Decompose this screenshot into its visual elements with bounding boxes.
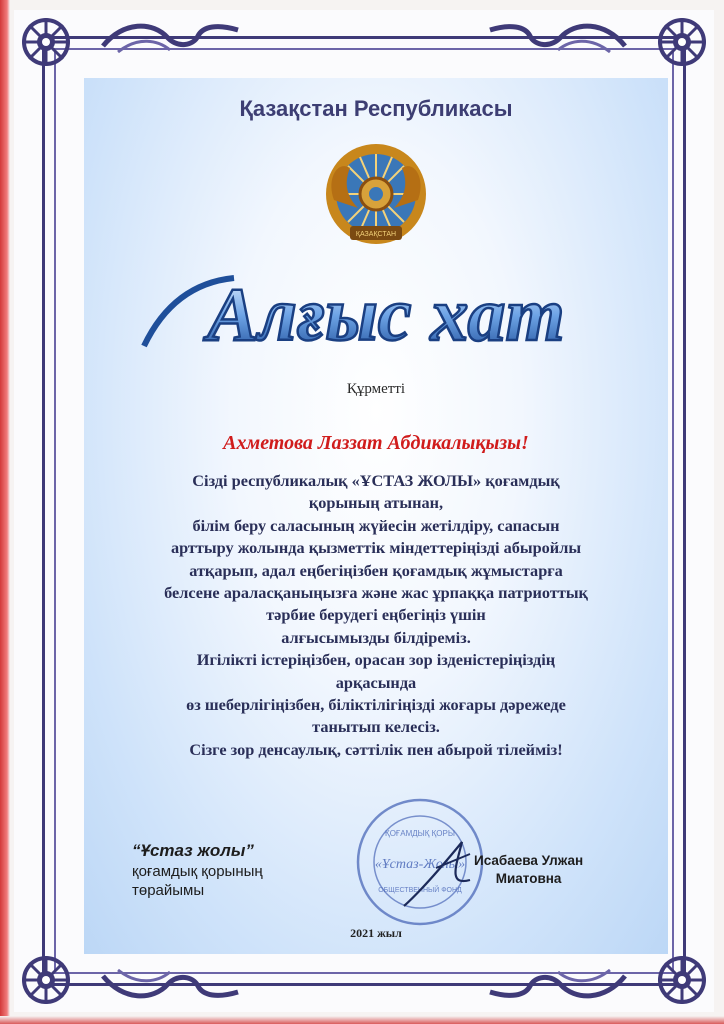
- certificate-content: [84, 78, 668, 954]
- body-line: Игілікті істеріңізбен, орасан зор ізденістеріңіздің: [196, 650, 556, 670]
- org-role-line: төрайымы: [132, 882, 205, 899]
- body-line: алғысымызды білдіреміз.: [281, 627, 471, 647]
- stamp-bottom-text: ОБЩЕСТВЕННЫЙ ФОНД: [378, 887, 462, 894]
- country-heading: Қазақстан Республикасы: [239, 96, 513, 121]
- corner-ornament-icon: [654, 952, 710, 1008]
- signer-name: [474, 852, 583, 888]
- body-line: білім беру саласының жүйесін жетілдіру, сапасын: [192, 515, 560, 535]
- org-name: “Ұстаз жолы”: [132, 841, 254, 860]
- emblem-text: ҚАЗАҚСТАН: [355, 231, 397, 238]
- body-line: өз шеберлігіңізбен, біліктілігіңізді жоғары дәрежеде: [186, 695, 566, 715]
- scroll-ornament-icon: [98, 962, 248, 1006]
- org-role-line: қоғамдық қорының: [132, 863, 263, 880]
- signer-name-line: Исабаева Улжан: [474, 853, 584, 868]
- gratitude-text: [124, 470, 628, 761]
- body-line: арттыру жолында қызметтік міндеттеріңізді абыройлы: [170, 538, 582, 558]
- scroll-ornament-icon: [480, 16, 630, 60]
- signer-name-line: Миатовна: [495, 871, 562, 886]
- scroll-ornament-icon: [98, 16, 248, 60]
- corner-ornament-icon: [654, 14, 710, 70]
- certificate-frame: [14, 10, 714, 1012]
- certificate-title: [124, 254, 628, 366]
- paper-edge-left: [0, 0, 10, 1024]
- body-line: Сізді республикалық «ҰСТАЗ ЖОЛЫ» қоғамдық: [192, 471, 560, 490]
- body-line: танытып келесіз.: [312, 717, 440, 737]
- salutation: Құрметті: [346, 381, 406, 397]
- recipient-name: Ахметова Лаззат Абдикалықызы!: [223, 432, 529, 454]
- round-stamp-icon: [352, 794, 488, 930]
- stamp-center-text: «Ұстаз-Жолы»: [374, 857, 466, 872]
- title-text: Алғыс хат: [207, 273, 565, 357]
- body-line: атқарып, адал еңбегіңізбен қоғамдық жұмыстарға: [189, 560, 563, 580]
- body-line: қорының атынан,: [308, 493, 444, 513]
- state-emblem-icon: [320, 138, 432, 250]
- corner-ornament-icon: [18, 14, 74, 70]
- body-line: арқасында: [335, 672, 417, 692]
- stamp-top-text: ҚОҒАМДЫҚ ҚОРЫ: [385, 829, 455, 838]
- organization-signature-block: [132, 840, 263, 900]
- issue-year: 2021 жыл: [350, 926, 402, 940]
- body-line: тәрбие берудегі еңбегіңіз үшін: [266, 605, 486, 625]
- body-line: белсене араласқаныңызға және жас ұрпаққа патриоттық: [164, 583, 588, 603]
- scroll-ornament-icon: [480, 962, 630, 1006]
- corner-ornament-icon: [18, 952, 74, 1008]
- paper-edge-bottom: [0, 1016, 724, 1024]
- body-line: Сізге зор денсаулық, сәттілік пен абырой тілейміз!: [189, 739, 563, 759]
